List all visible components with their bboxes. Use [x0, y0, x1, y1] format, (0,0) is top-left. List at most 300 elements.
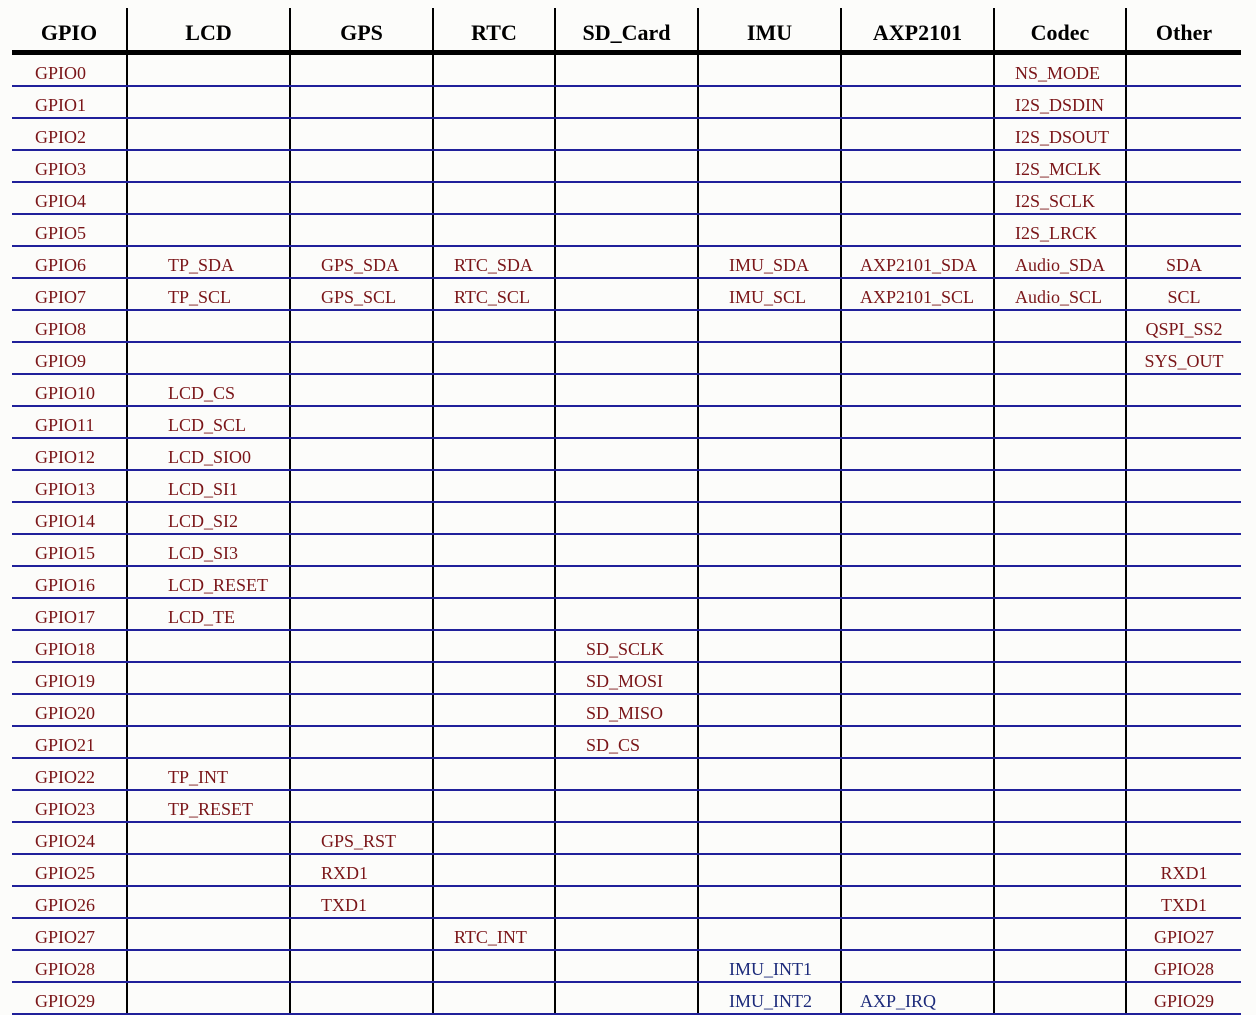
cell-axp2101 [841, 918, 994, 950]
cell-lcd [127, 118, 290, 150]
cell-codec: I2S_SCLK [994, 182, 1126, 214]
cell-rtc [433, 726, 555, 758]
cell-gpio: GPIO3 [12, 150, 127, 182]
cell-rtc [433, 150, 555, 182]
cell-gpio: GPIO17 [12, 598, 127, 630]
cell-imu: IMU_INT1 [698, 950, 841, 982]
cell-rtc [433, 662, 555, 694]
cell-axp2101 [841, 886, 994, 918]
cell-gps: TXD1 [290, 886, 433, 918]
cell-imu [698, 502, 841, 534]
cell-imu [698, 758, 841, 790]
cell-axp2101 [841, 630, 994, 662]
cell-sd-card [555, 214, 698, 246]
cell-rtc [433, 854, 555, 886]
gpio-pin-map-table [12, 8, 1241, 1015]
cell-codec [994, 950, 1126, 982]
cell-codec: I2S_DSDIN [994, 86, 1126, 118]
cell-other: RXD1 [1126, 854, 1241, 886]
cell-other [1126, 53, 1241, 87]
cell-lcd: LCD_SI2 [127, 502, 290, 534]
table-row [12, 822, 1241, 854]
cell-codec [994, 406, 1126, 438]
cell-sd-card [555, 598, 698, 630]
cell-imu [698, 374, 841, 406]
cell-imu: IMU_SCL [698, 278, 841, 310]
cell-rtc [433, 886, 555, 918]
cell-lcd [127, 694, 290, 726]
cell-gpio: GPIO20 [12, 694, 127, 726]
cell-other [1126, 726, 1241, 758]
cell-lcd [127, 886, 290, 918]
cell-axp2101 [841, 822, 994, 854]
cell-gpio: GPIO21 [12, 726, 127, 758]
cell-axp2101 [841, 854, 994, 886]
table-row [12, 534, 1241, 566]
cell-gps [290, 214, 433, 246]
col-header-gps: GPS [290, 8, 433, 53]
cell-imu [698, 822, 841, 854]
cell-lcd [127, 982, 290, 1014]
cell-lcd: TP_RESET [127, 790, 290, 822]
cell-codec [994, 822, 1126, 854]
cell-axp2101 [841, 662, 994, 694]
table-row [12, 982, 1241, 1014]
cell-lcd: TP_INT [127, 758, 290, 790]
cell-sd-card [555, 118, 698, 150]
cell-sd-card [555, 310, 698, 342]
cell-gpio: GPIO23 [12, 790, 127, 822]
cell-lcd [127, 822, 290, 854]
cell-other [1126, 566, 1241, 598]
table-row [12, 598, 1241, 630]
table-row [12, 118, 1241, 150]
cell-sd-card [555, 534, 698, 566]
cell-other [1126, 598, 1241, 630]
cell-other [1126, 406, 1241, 438]
cell-axp2101 [841, 790, 994, 822]
cell-imu [698, 566, 841, 598]
cell-axp2101 [841, 694, 994, 726]
cell-axp2101 [841, 406, 994, 438]
cell-gps [290, 310, 433, 342]
cell-rtc [433, 53, 555, 87]
cell-gpio: GPIO18 [12, 630, 127, 662]
cell-lcd [127, 726, 290, 758]
cell-gps [290, 86, 433, 118]
cell-imu [698, 470, 841, 502]
cell-gpio: GPIO27 [12, 918, 127, 950]
cell-gps [290, 758, 433, 790]
table-row [12, 630, 1241, 662]
cell-rtc [433, 950, 555, 982]
cell-axp2101 [841, 502, 994, 534]
cell-codec [994, 502, 1126, 534]
table-body [12, 53, 1241, 1015]
cell-codec [994, 854, 1126, 886]
cell-rtc: RTC_SDA [433, 246, 555, 278]
cell-lcd [127, 630, 290, 662]
cell-axp2101 [841, 438, 994, 470]
cell-gps [290, 374, 433, 406]
cell-axp2101 [841, 150, 994, 182]
table-row [12, 342, 1241, 374]
cell-axp2101 [841, 758, 994, 790]
cell-codec [994, 790, 1126, 822]
cell-other: SDA [1126, 246, 1241, 278]
cell-gps [290, 950, 433, 982]
cell-lcd: LCD_TE [127, 598, 290, 630]
cell-imu [698, 214, 841, 246]
table-row [12, 566, 1241, 598]
cell-lcd: LCD_SI3 [127, 534, 290, 566]
cell-gpio: GPIO16 [12, 566, 127, 598]
cell-other: SCL [1126, 278, 1241, 310]
cell-rtc [433, 790, 555, 822]
cell-axp2101 [841, 118, 994, 150]
cell-gpio: GPIO0 [12, 53, 127, 87]
col-header-other: Other [1126, 8, 1241, 53]
cell-sd-card [555, 950, 698, 982]
cell-lcd [127, 310, 290, 342]
cell-lcd [127, 662, 290, 694]
cell-sd-card [555, 758, 698, 790]
cell-gpio: GPIO25 [12, 854, 127, 886]
cell-gpio: GPIO8 [12, 310, 127, 342]
table-row [12, 246, 1241, 278]
header-row [12, 8, 1241, 53]
cell-codec: Audio_SCL [994, 278, 1126, 310]
cell-imu [698, 150, 841, 182]
cell-imu [698, 630, 841, 662]
cell-sd-card [555, 374, 698, 406]
cell-other [1126, 758, 1241, 790]
table-row [12, 214, 1241, 246]
cell-codec [994, 982, 1126, 1014]
cell-codec: Audio_SDA [994, 246, 1126, 278]
table-row [12, 438, 1241, 470]
cell-other [1126, 470, 1241, 502]
cell-other [1126, 662, 1241, 694]
cell-gps [290, 726, 433, 758]
cell-lcd [127, 854, 290, 886]
cell-axp2101 [841, 470, 994, 502]
cell-rtc [433, 502, 555, 534]
cell-lcd: LCD_SI1 [127, 470, 290, 502]
cell-other [1126, 694, 1241, 726]
cell-gps [290, 566, 433, 598]
table-row [12, 310, 1241, 342]
cell-sd-card [555, 790, 698, 822]
cell-rtc [433, 438, 555, 470]
cell-other [1126, 86, 1241, 118]
cell-sd-card [555, 918, 698, 950]
cell-other [1126, 438, 1241, 470]
cell-codec [994, 886, 1126, 918]
cell-rtc [433, 534, 555, 566]
cell-axp2101 [841, 342, 994, 374]
cell-other [1126, 182, 1241, 214]
cell-gps [290, 470, 433, 502]
cell-gpio: GPIO11 [12, 406, 127, 438]
cell-rtc [433, 470, 555, 502]
cell-other: GPIO27 [1126, 918, 1241, 950]
cell-imu [698, 854, 841, 886]
cell-sd-card [555, 502, 698, 534]
cell-gpio: GPIO22 [12, 758, 127, 790]
cell-codec [994, 566, 1126, 598]
cell-axp2101: AXP2101_SCL [841, 278, 994, 310]
cell-codec: NS_MODE [994, 53, 1126, 87]
cell-codec [994, 374, 1126, 406]
cell-sd-card [555, 86, 698, 118]
cell-axp2101 [841, 182, 994, 214]
table-row [12, 150, 1241, 182]
cell-axp2101 [841, 534, 994, 566]
cell-imu [698, 694, 841, 726]
cell-imu [698, 310, 841, 342]
cell-sd-card [555, 822, 698, 854]
cell-imu [698, 118, 841, 150]
cell-sd-card [555, 150, 698, 182]
cell-codec: I2S_LRCK [994, 214, 1126, 246]
table-row [12, 662, 1241, 694]
cell-rtc [433, 982, 555, 1014]
cell-gps [290, 630, 433, 662]
cell-codec [994, 598, 1126, 630]
cell-gps [290, 182, 433, 214]
cell-sd-card [555, 53, 698, 87]
cell-imu [698, 918, 841, 950]
cell-imu [698, 342, 841, 374]
cell-sd-card [555, 406, 698, 438]
cell-axp2101 [841, 310, 994, 342]
cell-gps: GPS_RST [290, 822, 433, 854]
cell-axp2101 [841, 374, 994, 406]
cell-sd-card: SD_SCLK [555, 630, 698, 662]
cell-imu [698, 662, 841, 694]
cell-lcd [127, 53, 290, 87]
cell-rtc [433, 406, 555, 438]
table-row [12, 726, 1241, 758]
cell-other [1126, 118, 1241, 150]
cell-axp2101 [841, 53, 994, 87]
cell-codec [994, 534, 1126, 566]
table-row [12, 758, 1241, 790]
cell-other [1126, 214, 1241, 246]
cell-gps: RXD1 [290, 854, 433, 886]
cell-lcd: TP_SCL [127, 278, 290, 310]
cell-sd-card [555, 982, 698, 1014]
cell-sd-card [555, 342, 698, 374]
cell-sd-card: SD_CS [555, 726, 698, 758]
cell-gps [290, 150, 433, 182]
cell-axp2101: AXP_IRQ [841, 982, 994, 1014]
cell-gps [290, 406, 433, 438]
cell-rtc [433, 310, 555, 342]
table-row [12, 790, 1241, 822]
cell-other [1126, 822, 1241, 854]
cell-rtc: RTC_INT [433, 918, 555, 950]
cell-gpio: GPIO13 [12, 470, 127, 502]
cell-rtc [433, 182, 555, 214]
cell-codec [994, 726, 1126, 758]
cell-sd-card [555, 246, 698, 278]
cell-codec [994, 758, 1126, 790]
cell-lcd [127, 342, 290, 374]
cell-rtc [433, 342, 555, 374]
cell-lcd: LCD_RESET [127, 566, 290, 598]
col-header-lcd: LCD [127, 8, 290, 53]
cell-gpio: GPIO10 [12, 374, 127, 406]
cell-lcd: LCD_SIO0 [127, 438, 290, 470]
table-row [12, 86, 1241, 118]
cell-imu: IMU_SDA [698, 246, 841, 278]
cell-axp2101: AXP2101_SDA [841, 246, 994, 278]
table-row [12, 918, 1241, 950]
col-header-imu: IMU [698, 8, 841, 53]
cell-gps [290, 118, 433, 150]
cell-axp2101 [841, 950, 994, 982]
cell-codec [994, 694, 1126, 726]
table-row [12, 278, 1241, 310]
cell-imu [698, 598, 841, 630]
table-row [12, 950, 1241, 982]
cell-sd-card [555, 886, 698, 918]
cell-sd-card [555, 182, 698, 214]
cell-rtc [433, 374, 555, 406]
cell-other [1126, 790, 1241, 822]
cell-rtc [433, 86, 555, 118]
table-row [12, 694, 1241, 726]
cell-rtc [433, 118, 555, 150]
table-row [12, 886, 1241, 918]
cell-other: SYS_OUT [1126, 342, 1241, 374]
cell-gpio: GPIO28 [12, 950, 127, 982]
cell-other: GPIO29 [1126, 982, 1241, 1014]
cell-other [1126, 502, 1241, 534]
cell-gpio: GPIO26 [12, 886, 127, 918]
col-header-axp2101: AXP2101 [841, 8, 994, 53]
cell-gpio: GPIO19 [12, 662, 127, 694]
cell-axp2101 [841, 214, 994, 246]
cell-imu [698, 534, 841, 566]
table-row [12, 502, 1241, 534]
cell-codec [994, 918, 1126, 950]
cell-lcd: LCD_CS [127, 374, 290, 406]
cell-axp2101 [841, 598, 994, 630]
cell-gps [290, 662, 433, 694]
cell-gps [290, 502, 433, 534]
cell-rtc [433, 758, 555, 790]
table-row [12, 854, 1241, 886]
cell-imu [698, 790, 841, 822]
cell-sd-card [555, 470, 698, 502]
cell-sd-card: SD_MOSI [555, 662, 698, 694]
cell-imu [698, 886, 841, 918]
cell-gps: GPS_SDA [290, 246, 433, 278]
cell-codec [994, 470, 1126, 502]
cell-gps [290, 598, 433, 630]
cell-codec: I2S_DSOUT [994, 118, 1126, 150]
table-row [12, 470, 1241, 502]
cell-lcd [127, 86, 290, 118]
table-row [12, 374, 1241, 406]
cell-imu [698, 438, 841, 470]
cell-other: GPIO28 [1126, 950, 1241, 982]
cell-axp2101 [841, 86, 994, 118]
cell-sd-card [555, 854, 698, 886]
cell-axp2101 [841, 726, 994, 758]
cell-gps [290, 694, 433, 726]
cell-sd-card [555, 438, 698, 470]
cell-sd-card [555, 278, 698, 310]
cell-lcd [127, 918, 290, 950]
cell-imu [698, 53, 841, 87]
cell-gps [290, 918, 433, 950]
cell-imu [698, 406, 841, 438]
cell-gps [290, 982, 433, 1014]
cell-codec [994, 438, 1126, 470]
cell-gpio: GPIO6 [12, 246, 127, 278]
cell-other [1126, 534, 1241, 566]
cell-gpio: GPIO7 [12, 278, 127, 310]
cell-sd-card: SD_MISO [555, 694, 698, 726]
cell-gps [290, 342, 433, 374]
cell-lcd: LCD_SCL [127, 406, 290, 438]
cell-axp2101 [841, 566, 994, 598]
cell-other: QSPI_SS2 [1126, 310, 1241, 342]
cell-rtc [433, 566, 555, 598]
table-row [12, 182, 1241, 214]
cell-sd-card [555, 566, 698, 598]
cell-gpio: GPIO9 [12, 342, 127, 374]
cell-rtc: RTC_SCL [433, 278, 555, 310]
cell-codec: I2S_MCLK [994, 150, 1126, 182]
cell-codec [994, 310, 1126, 342]
cell-imu: IMU_INT2 [698, 982, 841, 1014]
cell-rtc [433, 822, 555, 854]
cell-gpio: GPIO15 [12, 534, 127, 566]
cell-gpio: GPIO5 [12, 214, 127, 246]
cell-other: TXD1 [1126, 886, 1241, 918]
cell-other [1126, 374, 1241, 406]
table-row [12, 406, 1241, 438]
cell-codec [994, 630, 1126, 662]
cell-codec [994, 342, 1126, 374]
cell-gpio: GPIO2 [12, 118, 127, 150]
cell-lcd [127, 950, 290, 982]
cell-rtc [433, 694, 555, 726]
table-row [12, 53, 1241, 87]
cell-gpio: GPIO1 [12, 86, 127, 118]
cell-imu [698, 86, 841, 118]
col-header-rtc: RTC [433, 8, 555, 53]
cell-codec [994, 662, 1126, 694]
cell-gpio: GPIO14 [12, 502, 127, 534]
cell-gpio: GPIO24 [12, 822, 127, 854]
col-header-sd-card: SD_Card [555, 8, 698, 53]
cell-imu [698, 182, 841, 214]
cell-rtc [433, 630, 555, 662]
cell-rtc [433, 598, 555, 630]
cell-gps [290, 534, 433, 566]
cell-lcd [127, 150, 290, 182]
cell-other [1126, 150, 1241, 182]
cell-lcd [127, 214, 290, 246]
cell-gps [290, 438, 433, 470]
col-header-codec: Codec [994, 8, 1126, 53]
